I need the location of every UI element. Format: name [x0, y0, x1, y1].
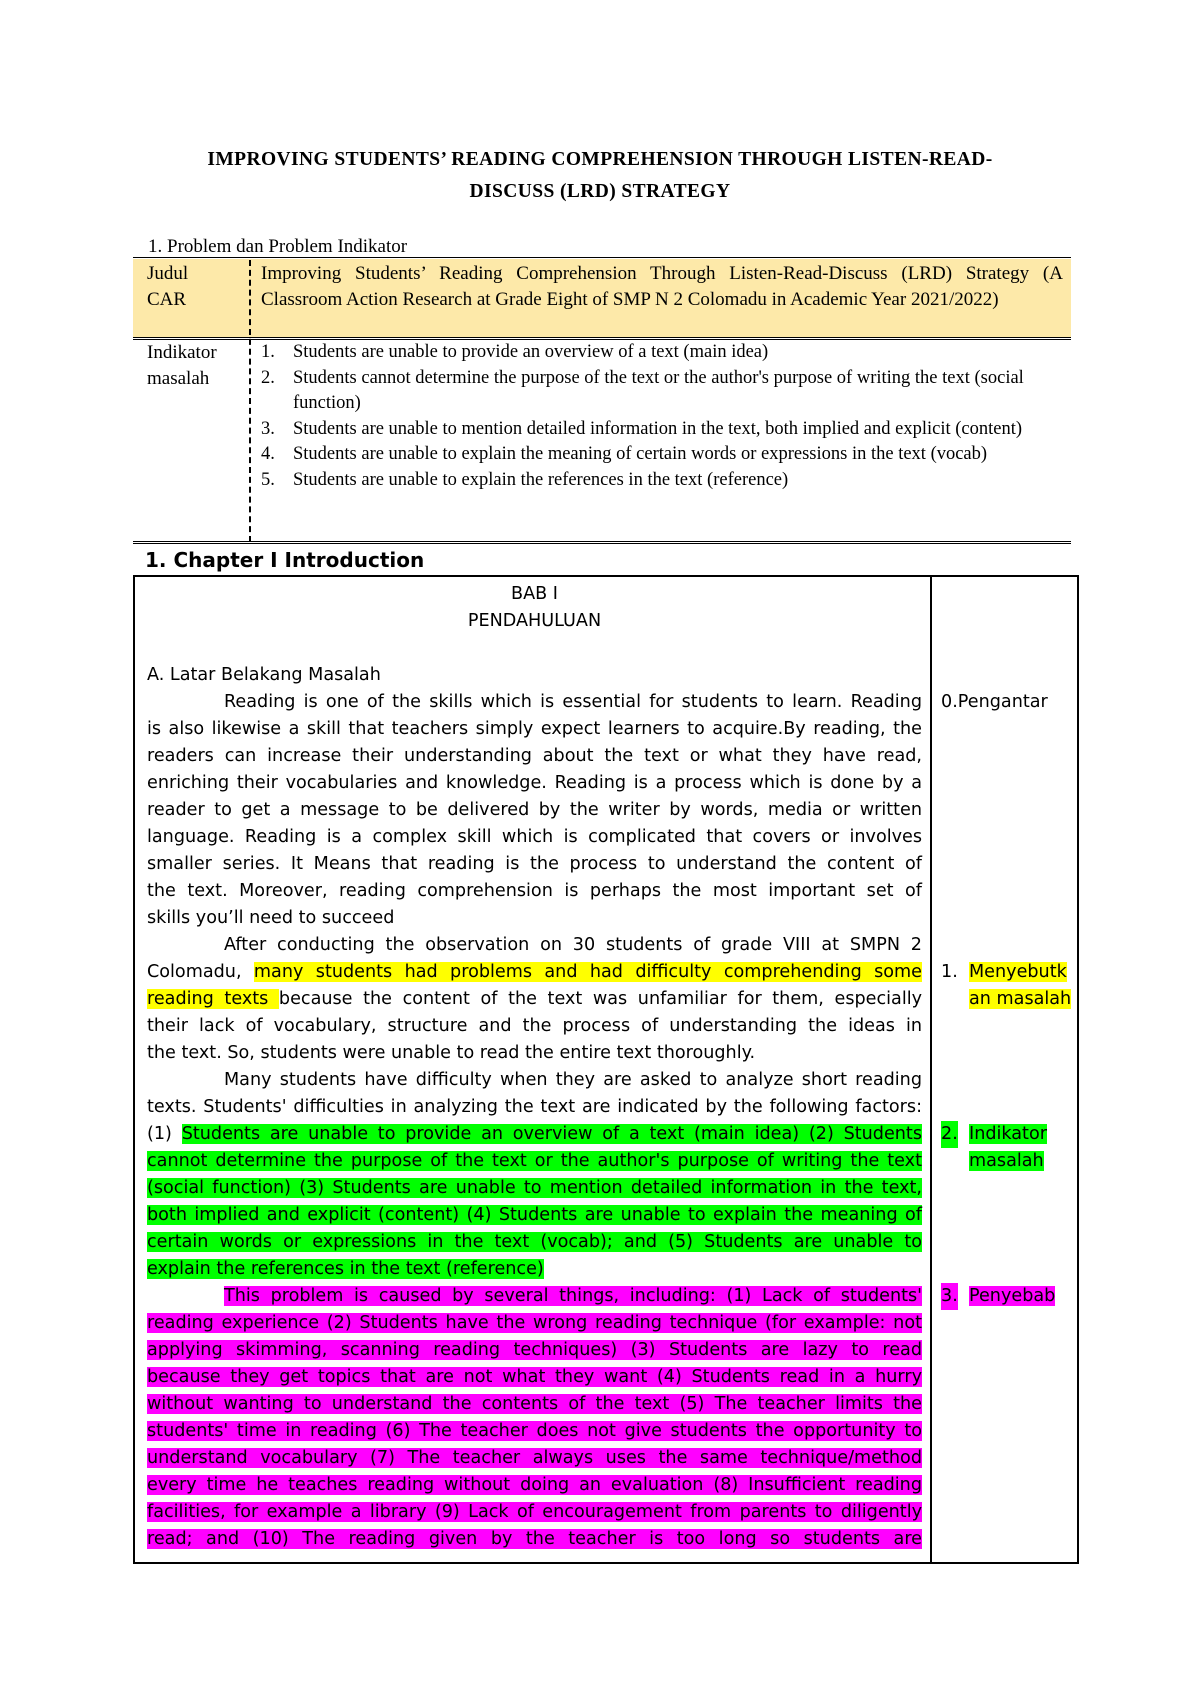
- judul-car-text: Improving Students’ Reading Comprehension Through Listen-Read-Discuss (LRD) Strategy (A Classroom Action Research at Grade Eight of SMP N 2 Colomadu in Academic Year 2021/2022): [261, 263, 1063, 310]
- text-line: [147, 1310, 922, 1337]
- text-line: skills you’ll need to succeed: [147, 908, 395, 928]
- highlight-penyebab: facilities, for example a library (9) Lack of encouragement from parents to diligently: [147, 1502, 922, 1522]
- highlight-penyebab: understand vocabulary (7) The teacher always uses the same technique/method: [147, 1448, 922, 1468]
- highlight-indikator: cannot determine the purpose of the text or the author's purpose of writing the text: [147, 1151, 922, 1171]
- text-line: (1) Students are unable to provide an overview of a text (main idea) (2) Students: [147, 1124, 922, 1144]
- highlight-penyebab: because they get topics that are not what they want (4) Students read in a hurry: [147, 1367, 922, 1387]
- judul-car-label: Judul CAR: [147, 263, 189, 310]
- text-line: [147, 1364, 922, 1391]
- bab-subtitle: PENDAHULUAN: [467, 611, 602, 631]
- side-note-menyebut-masalah: 1. Menyebutk an masalah: [941, 962, 1072, 1009]
- document-title: [0, 144, 1200, 208]
- text-line: [147, 1283, 922, 1310]
- spacer: [147, 635, 922, 662]
- highlight-indikator: Students are unable to provide an overview of a text (main idea) (2) Students: [181, 1124, 922, 1144]
- title-line-1: IMPROVING STUDENTS’ READING COMPREHENSION THROUGH LISTEN-READ-: [207, 149, 993, 170]
- text-line: [147, 1175, 922, 1202]
- indikator-list: [261, 340, 1063, 493]
- indikator-item: 1. Students are unable to provide an overview of a text (main idea): [261, 342, 769, 362]
- side-note-pengantar: 0.Pengantar: [941, 692, 1048, 712]
- highlight-penyebab: This problem is caused by several things, including: (1) Lack of students': [224, 1286, 922, 1306]
- highlight-indikator: both implied and explicit (content) (4) Students are unable to explain the meaning of: [147, 1205, 922, 1225]
- text-line: reading texts because the content of the text was unfamiliar for them, especially: [147, 989, 923, 1009]
- bab-main-column: [147, 577, 922, 1553]
- chapter-content-box: [133, 575, 1079, 1564]
- text-line: [147, 1229, 922, 1256]
- highlight-penyebab: without wanting to understand the contents of the text (5) The teacher limits the: [147, 1394, 922, 1414]
- text-line: the text. So, students were unable to read the entire text thoroughly.: [147, 1043, 756, 1063]
- text-line: [147, 1148, 922, 1175]
- table-bottom-rule: [133, 541, 1071, 544]
- side-note-penyebab: 3. Penyebab: [941, 1283, 1076, 1310]
- indikator-label: Indikator masalah: [147, 342, 217, 389]
- text-line: [147, 1472, 922, 1499]
- judul-car-row: [133, 259, 1071, 337]
- text-line: [147, 1499, 922, 1526]
- highlight-indikator: (social function) (3) Students are unable to mention detailed information in the text,: [147, 1178, 922, 1198]
- title-line-2: DISCUSS (LRD) STRATEGY: [469, 181, 731, 202]
- highlight-penyebab: every time he teaches reading without doing an evaluation (8) Insufficient reading: [147, 1475, 922, 1495]
- text-line: their lack of vocabulary, structure and the process of understanding the ideas in: [147, 1016, 922, 1036]
- text-line: is also likewise a skill that teachers simply expect learners to acquire.By reading, the: [147, 719, 922, 739]
- text-line: Colomadu, many students had problems and had difficulty comprehending some: [147, 962, 923, 982]
- indikator-item: 3. Students are unable to mention detailed information in the text, both implied and explicit (content): [261, 418, 1023, 439]
- highlight-penyebab: students' time in reading (6) The teacher does not give students the opportunity to: [147, 1421, 922, 1441]
- indikator-masalah-row: [133, 340, 1071, 540]
- box-column-divider: [930, 577, 932, 1562]
- indikator-item: 5. Students are unable to explain the references in the text (reference): [261, 469, 789, 490]
- text-line: the text. Moreover, reading comprehension is perhaps the most important set of: [147, 881, 922, 901]
- paragraph-difficulty: [147, 1067, 922, 1283]
- text-line: Reading is one of the skills which is essential for students to learn. Reading: [224, 692, 922, 712]
- paragraph-reading: [147, 689, 922, 932]
- bab-title: BAB I: [511, 584, 558, 604]
- highlight-indikator: explain the references in the text (reference): [147, 1259, 544, 1279]
- highlight-indikator: certain words or expressions in the text (vocab); and (5) Students are unable to: [147, 1232, 922, 1252]
- paragraph-causes: [147, 1283, 922, 1553]
- text-line: reader to get a message to be delivered by the writer by words, media or written: [147, 800, 922, 820]
- text-line: texts. Students' difficulties in analyzing the text are indicated by the following factors:: [147, 1097, 922, 1117]
- text-line: [147, 1337, 922, 1364]
- chapter-heading: 1. Chapter I Introduction: [145, 548, 425, 572]
- highlight-penyebab: reading experience (2) Students have the wrong reading technique (for example: not: [147, 1313, 922, 1333]
- text-line: [147, 1445, 922, 1472]
- highlight-problem: many students had problems and had difficulty comprehending some: [253, 962, 923, 982]
- indikator-item: 2. Students cannot determine the purpose of the text or the author's purpose of writing the text (social function): [261, 367, 1024, 413]
- text-line: language. Reading is a complex skill which is complicated that covers or involves: [147, 827, 922, 847]
- highlight-penyebab: read; and (10) The reading given by the teacher is too long so students are: [147, 1529, 922, 1549]
- text-line: After conducting the observation on 30 students of grade VIII at SMPN 2: [224, 935, 922, 955]
- paragraph-observation: [147, 932, 922, 1067]
- text-line: [147, 1526, 922, 1553]
- text-line: enriching their vocabularies and knowledge. Reading is a process which is done by a: [147, 773, 922, 793]
- highlight-problem: reading texts: [147, 989, 279, 1009]
- indikator-item: 4. Students are unable to explain the meaning of certain words or expressions in the text (vocab): [261, 444, 988, 464]
- text-line: [147, 1391, 922, 1418]
- highlight-penyebab: applying skimming, scanning reading techniques) (3) Students are lazy to read: [147, 1340, 922, 1360]
- text-line: readers can increase their understanding about the text or what they have read,: [147, 746, 922, 766]
- side-note-indikator-masalah: 2. Indikator masalah: [941, 1121, 1076, 1175]
- text-line: [147, 1418, 922, 1445]
- text-line: Many students have difficulty when they are asked to analyze short reading: [224, 1070, 922, 1090]
- section-problem-label: 1. Problem dan Problem Indikator: [148, 236, 408, 257]
- section-a-heading: A. Latar Belakang Masalah: [147, 665, 381, 685]
- text-line: [147, 1256, 922, 1283]
- text-line: smaller series. It Means that reading is the process to understand the content of: [147, 854, 922, 874]
- text-line: [147, 1202, 922, 1229]
